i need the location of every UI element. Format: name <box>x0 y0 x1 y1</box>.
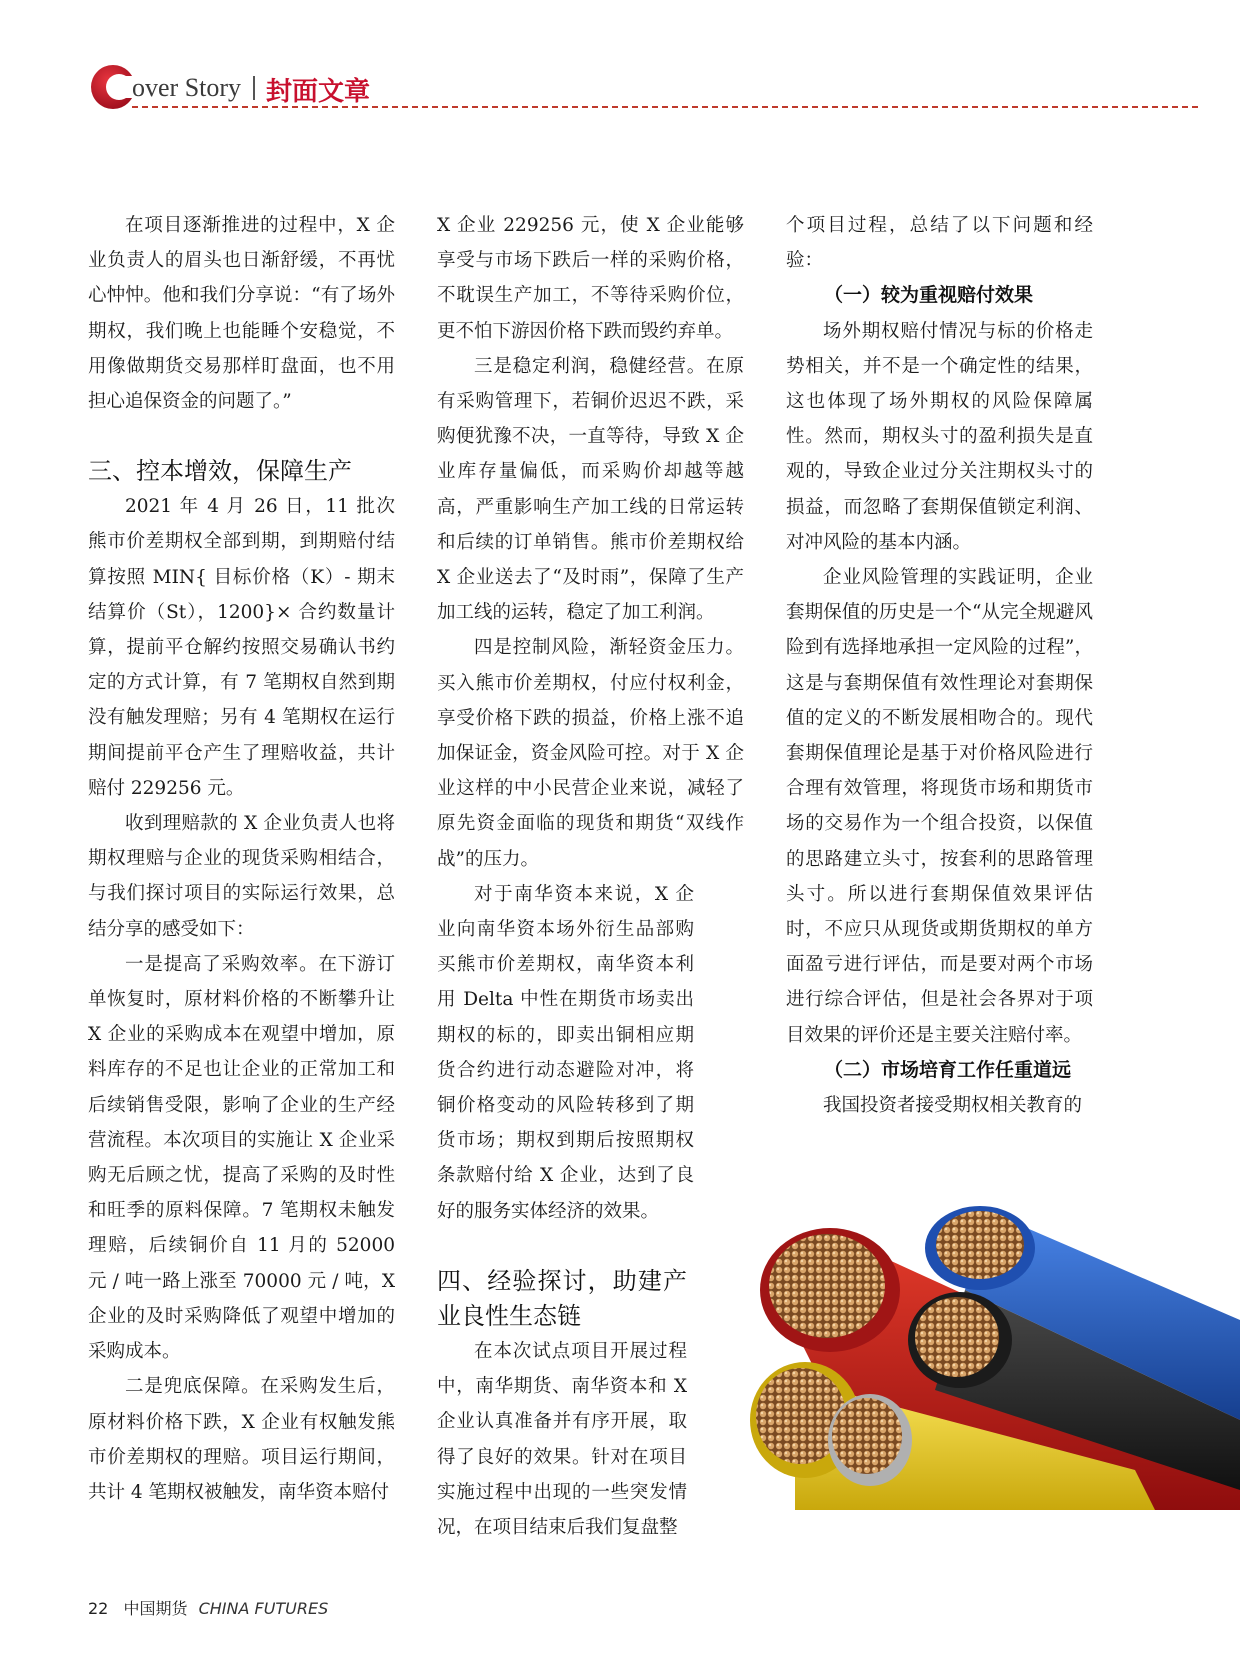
paragraph: 对于南华资本来说，X 企业向南华资本场外衍生品部购买熊市价差期权，南华资本利用 Delta 中性在期货市场卖出期权的标的，即卖出铜相应期货合约进行动态避险对冲，将铜价格变动的风险转移到了期货市场；期权到期后按照期权条款赔付给 X 企业，达到了良好的服务实体经济的效果。 <box>437 883 694 1222</box>
copper-cable-bundle-icon <box>735 1170 1240 1510</box>
paragraph: 我国投资者接受期权相关教育的 <box>823 1095 1083 1117</box>
page-footer <box>88 1596 328 1619</box>
section-heading: 三、控本增效，保障生产 <box>88 457 352 486</box>
paragraph: 场外期权赔付情况与标的价格走势相关，并不是一个确定性的结果，这也体现了场外期权的风险保障属性。然而，期权头寸的盈利损失是直观的，导致企业过分关注期权头寸的损益，而忽略了套期保值锁定利润、对冲风险的基本内涵。 <box>786 320 1093 553</box>
article-column-2 <box>437 208 744 1545</box>
paragraph: 企业风险管理的实践证明，企业套期保值的历史是一个“从完全规避风险到有选择地承担一定风险的过程”，这是与套期保值有效性理论对套期保值的定义的不断发展相吻合的。现代套期保值理论是基于对价格风险进行合理有效管理，将现货市场和期货市场的交易作为一个组合投资，以保值的思路建立头寸，按套利的思路管理头寸。所以进行套期保值效果评估时，不应只从现货或期货期权的单方面盈亏进行评估，而是要对两个市场进行综合评估，但是社会各界对于项目效果的评价还是主要关注赔付率。 <box>786 567 1093 1046</box>
paragraph: 二是兜底保障。在采购发生后，原材料价格下跌，X 企业有权触发熊市价差期权的理赔。项目运行期间，共计 4 笔期权被触发，南华资本赔付 <box>88 1376 395 1503</box>
paragraph: X 企业 229256 元，使 X 企业能够享受与市场下跌后一样的采购价格，不耽误生产加工，不等待采购价位，更不怕下游因价格下跌而毁约弃单。 <box>437 215 744 342</box>
magazine-name-en: CHINA FUTURES <box>198 1599 329 1618</box>
magazine-name-cn: 中国期货 <box>123 1599 188 1618</box>
brand-chinese-label: 封面文章 <box>266 77 371 107</box>
paragraph: 在项目逐渐推进的过程中，X 企业负责人的眉头也日渐舒缓，不再忧心忡忡。他和我们分享说：“有了场外期权，我们晚上也能睡个安稳觉，不用像做期货交易那样盯盘面，也不用担心追保资金的问题了。” <box>88 215 395 413</box>
brand-english-label: over Story <box>132 73 242 102</box>
cover-story-logo-icon <box>88 62 138 112</box>
page-header <box>88 58 1198 118</box>
header-dashed-rule <box>132 106 1198 108</box>
paragraph: 四是控制风险，渐轻资金压力。买入熊市价差期权，付应付权利金，享受价格下跌的损益，价格上涨不追加保证金，资金风险可控。对于 X 企业这样的中小民营企业来说，减轻了原先资金面临的现货和期货“双线作战”的压力。 <box>437 637 744 870</box>
paragraph: 2021 年 4 月 26 日，11 批次熊市价差期权全部到期，到期赔付结算按照 MIN{ 目标价格（K）- 期末结算价（St），1200}× 合约数量计算，提前平仓解约按照交易确认书约定的方式计算，有 7 笔期权自然到期没有触发理赔；另有 4 笔期权在运行期间提前平仓产生了理赔收益，共计赔付 229256 元。 <box>88 496 395 799</box>
page-number: 22 <box>88 1599 109 1618</box>
paragraph: 收到理赔款的 X 企业负责人也将期权理赔与企业的现货采购相结合，与我们探讨项目的实际运行效果，总结分享的感受如下： <box>88 813 395 940</box>
section-heading: 四、经验探讨，助建产业良性生态链 <box>437 1266 687 1330</box>
paragraph: 个项目过程，总结了以下问题和经验： <box>786 215 1093 272</box>
subsection-heading: （二）市场培育工作任重道远 <box>824 1058 1072 1081</box>
paragraph: 在本次试点项目开展过程中，南华期货、南华资本和 X 企业认真准备并有序开展，取得了良好的效果。针对在项目实施过程中出现的一些突发情况，在项目结束后我们复盘整 <box>437 1340 687 1538</box>
paragraph: 三是稳定利润，稳健经营。在原有采购管理下，若铜价迟迟不跌，采购便犹豫不决，一直等待，导致 X 企业库存量偏低，而采购价却越等越高，严重影响生产加工线的日常运转和后续的订单销售。熊市价差期权给 X 企业送去了“及时雨”，保障了生产加工线的运转，稳定了加工利润。 <box>437 355 744 624</box>
article-column-3 <box>786 208 1093 1123</box>
paragraph: 一是提高了采购效率。在下游订单恢复时，原材料价格的不断攀升让 X 企业的采购成本在观望中增加，原料库存的不足也让企业的正常加工和后续销售受限，影响了企业的生产经营流程。本次项目的实施让 X 企业采购无后顾之忧，提高了采购的及时性和旺季的原料保障。7 笔期权未触发理赔，后续铜价自 11 月的 52000 元 / 吨一路上涨至 70000 元 / 吨，X 企业的及时采购降低了观望中增加的采购成本。 <box>88 953 395 1363</box>
header-divider <box>253 76 255 100</box>
subsection-heading: （一）较为重视赔付效果 <box>824 284 1034 307</box>
article-column-1 <box>88 208 395 1510</box>
